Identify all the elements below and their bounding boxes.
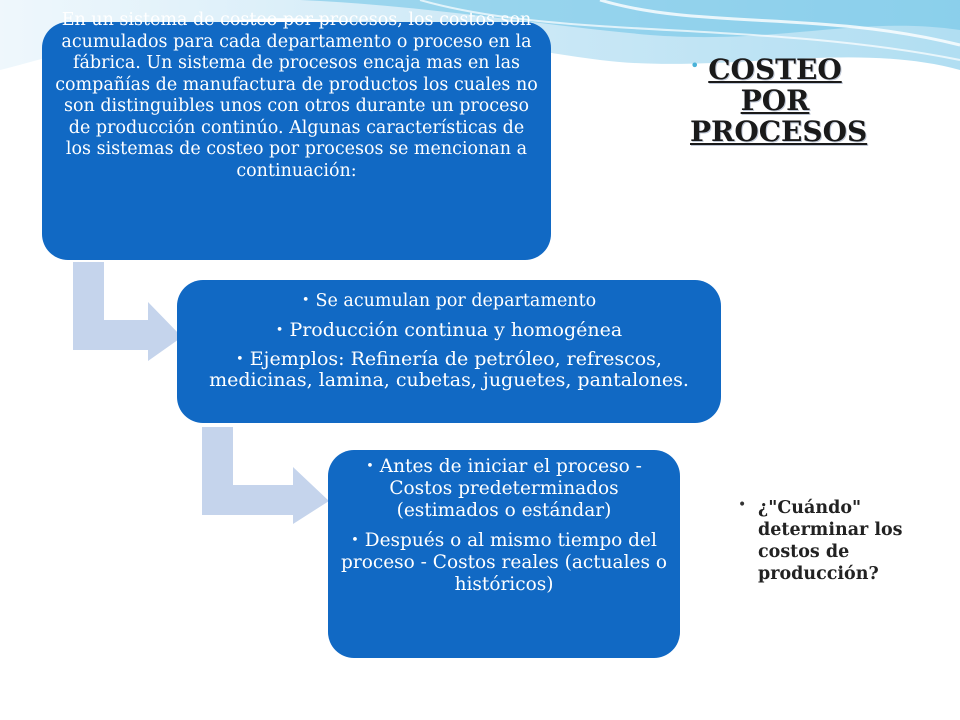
list-item: • Antes de iniciar el proceso - Costos predeterminados (estimados o estándar)	[366, 456, 642, 521]
slide-title	[690, 53, 868, 148]
elbow-arrow-1	[70, 262, 185, 362]
list-item: • Se acumulan por departamento	[301, 291, 597, 311]
bullet-icon: •	[236, 352, 244, 367]
elbow-arrow-2	[197, 425, 332, 525]
cost-timing-box	[328, 450, 680, 658]
process-costing-description-box	[42, 10, 551, 260]
characteristics-box	[177, 280, 721, 423]
list-item: • Ejemplos: Refinería de petróleo, refrescos, medicinas, lamina, cubetas, juguetes, pantalones.	[209, 348, 689, 391]
bullet-icon: •	[301, 293, 310, 308]
question-text: ¿"Cuándo" determinar los costos de producción?	[758, 498, 903, 584]
bullet-icon: •	[351, 533, 359, 548]
list-item: • Después o al mismo tiempo del proceso - Costos reales (actuales o históricos)	[341, 530, 667, 595]
bullet-icon: •	[366, 459, 374, 474]
bullet-icon: •	[690, 56, 700, 75]
list-item: • Producción continua y homogénea	[275, 319, 623, 341]
description-text: En un sistema de costeo por procesos, los costos son acumulados para cada departamento o proceso en la fábrica. Un sistema de procesos encaja mas en las compañías de manufactura de productos los cuales no son distinguibles unos con otros durante un proceso de producción continúo. Algunas características de los sistemas de costeo por procesos se mencionan a continuación:	[55, 10, 538, 181]
title-text: COSTEO POR PROCESOS	[690, 53, 868, 148]
bullet-icon: •	[275, 323, 284, 338]
bullet-icon: •	[738, 497, 747, 513]
